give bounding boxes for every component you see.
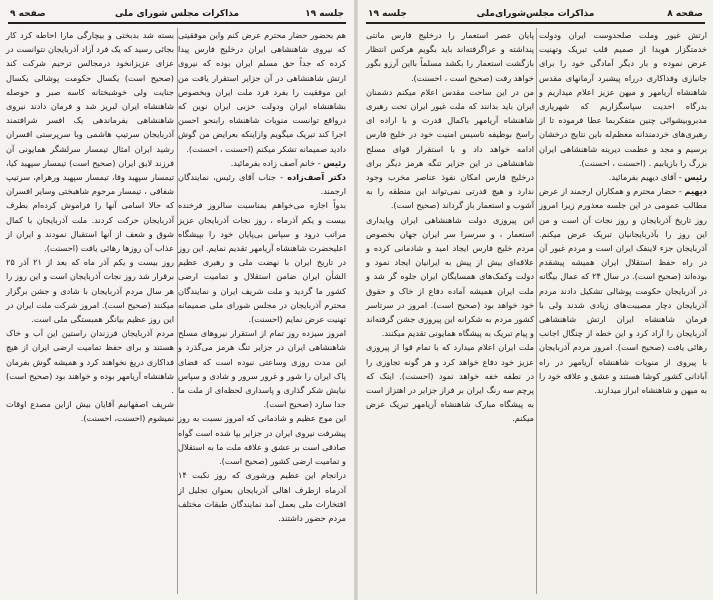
paragraph-text: - جناب آقای رئیس، نمایندگان ارجمند. xyxy=(178,172,346,197)
speaker-name: دکتر آصف‌زاده xyxy=(287,172,346,183)
paragraph-text: هم بحضور حضار محترم عرض کنم واین موفقیتی که نیروی شاهنشاهی ایران درخلیج فارس پیدا کرده که جداً حق مسلم ایران بوده که نیروی ارتش شاهنشاهی در آن جزایر استقرار یافت من این موفقیت را بفرد فرد ملت ایران وبخصوص بشاهنشاه ایران ودولت حزبی ایران نوین که درواقع توانست منویات شاهنشاه رابنحو احسن اجرا کند تبریک میگویم وازاینکه بعرایض من گوش دادید صمیمانه تشکر میکنم (احسنت ، احسنت). xyxy=(178,30,346,154)
page-number: صفحه ۹ xyxy=(10,9,46,19)
paragraph xyxy=(366,340,534,425)
page-header xyxy=(8,8,346,24)
left-page xyxy=(0,0,354,600)
paragraph-text: ملت ایران اعلام میدارد که با تمام قوا از پیروزی عزیز خود دفاع خواهد کرد و هر گونه تجاوزی را در نطفه خفه خواهد نمود (احسنت). اینک که پرچم سه رنگ ایران بر فراز جزایر در اهتزاز است به پیشگاه مبارک شاهنشاه آریامهر تبریک عرض میکنم. xyxy=(366,342,534,424)
publication-title: مذاکرات مجلس‌شورای‌ملی xyxy=(476,9,595,19)
paragraph-text: من در این ساحت مقدس اعلام میکنم دشمنان ایران باید بدانند که ملت غیور ایران تحت رهبری شاهنشاه آریامهر باکمال قدرت و با اراده ای راسخ بوظیفه تاسیس امنیت خود در خلیج فارس ادامه خواهد داد و با استقرار قوای مسلح شاهنشاهی در این جزایر تنگه هرمز دیگر برای درخلیج فارس امکان نفوذ عناصر مخرب وجود ندارد و هیچ قدرتی نمی‌تواند این منطقه را به آشوب و استعمار باز گرداند (صحیح است). xyxy=(366,86,534,211)
paragraph-text: بسته شد بدبختی و بیچارگی مارا احاطه کرد کار بجائی رسید که یک فرد آزاد آذربایجان نتوانست در عزای عزیزانخود درمجالس ترحیم شرکت کند (صحیح است) یکسال حکومت پوشالی یکسال جنایت ولی خوشبختانه کاسه صبر و حوصله شاهنشاه ایران لبریز شد و فرمان دادند نیروی شاهنشاهی بفرماندهی یک افسر شرافتمند آذربایجان سرتیپ هاشمی وبا سرپرستی افسران رشید ایران امثال تیمسار سرلشگر همایونی آن فرزند لایق ایران (صحیح است) تیمسار سپهبد کیا، تیمسار سپهبد وفا، تیمسار سپهبد ورهرام، سرتیپ شفاقی ، تیمسار مرحوم شاهبختی وسایر افسران که حالا اسامی آنها را فراموش کرده‌ام بطرف آذربایجان حرکت کردند. ملت آذربایجان با کمال شوق و شعف از آنها استقبال نمودند و ایران از عذاب آن روزها رهائی یافت (احسنت). xyxy=(6,30,174,254)
text-column-right xyxy=(178,28,346,525)
speaker-paragraph xyxy=(178,170,346,198)
page-number: صفحه ۸ xyxy=(667,9,703,19)
paragraph-text: شریف اصفهانیم آقایان بیش ازاین مصدع اوقات نمیشوم (احسنت، احسنت). xyxy=(6,399,174,424)
paragraph xyxy=(178,468,346,525)
paragraph-text: مردم آذربایجان فرزندان راستین این آب و خاک هستند و برای حفظ تمامیت ارضی ایران از هیچ فداکاری دریغ نخواهند کرد و همیشه گوش بفرمان شاهنشاه آریامهر بوده و خواهند بود (صحیح است) . xyxy=(6,328,174,396)
paragraph xyxy=(6,397,174,425)
paragraph-text: امروز سیزده روز تمام از استقرار نیروهای مسلح شاهنشاهی ایران در جزایر تنگ هرمز می‌گذرد و این مدت روزی وساعتی نبوده است که فضای پاک ایران را شور و غرور سرور و شادی و سپاس نیایش شکر گذاری و پاسداری لحظه‌ای از ملت ما جدا سازد (صحیح است). xyxy=(178,328,346,410)
paragraph-text: - حضار محترم و همکاران ارجمند از عرض مطالب عمومی در این جلسه معذورم زیرا امروز روز تاریخ آذربایجان و روز نجات آن است و من این روز را بآذربایجانیان تبریک عرض میکنم. آذربایجان جزء لاینفک ایران است و مردم غیور آن در راه حفظ استقلال ایران همیشه پیشقدم بوده‌اند (صحیح است). در سال ۲۴ که عمال بیگانه در آذربایجان حکومت پوشالی تشکیل دادند مردم آذربایجان دچار مصیبت‌های زیادی شدند ولی با فرمان شاهنشاه ایران ارتش شاهنشاهی آذربایجان را آزاد کرد و این خطه از چنگال اجانب رهائی یافت (صحیح است). امروز مردم آذربایجان با پیروی از منویات شاهنشاه آریامهر در راه آبادانی کشور کوشا هستند و عشق و علاقه خود را به میهن و شاهنشاه ابراز میدارند. xyxy=(539,186,708,396)
speaker-name: رئیس xyxy=(323,157,346,168)
speaker-name: رئیس xyxy=(684,172,707,183)
paragraph-text: درانجام این عظیم ورشوری که روز نکبت ۱۴ آذرماه ازطرف اهالی آذربایجان بعنوان تجلیل از افتخارات ملی بعمل آمد نمایندگان طبقات مختلف مردم حضور داشتند. xyxy=(178,470,346,523)
paragraph-text: ارتش غیور وملت صلحدوست ایران ودولت خدمتگزار هویدا از صمیم قلب تبریک وتهنیت عرض نموده و بار دیگر آمادگی خود را برای جانبازی وفداکاری درراه پیشبرد آرمانهای مقدس شاهنشاه آریامهر و میهن عزیز اعلام میداریم و بدرگاه احدیت سپاسگزاریم که شهریاری مدبروبیشوائی چنین متفکربما عطا فرموده تا از رهبری‌های خردمندانه معظم‌له باین نتایج درخشان برسیم و مجد و عظمت دیرینه شاهنشاهی ایران بزرگ را بازیابیم . (احسنت ، احسنت). xyxy=(539,30,707,168)
speaker-paragraph xyxy=(539,184,707,397)
publication-title: مذاکرات مجلس شورای ملی xyxy=(114,9,240,19)
speaker-paragraph xyxy=(539,170,707,184)
paragraph xyxy=(366,28,534,85)
right-page xyxy=(358,0,713,600)
paragraph xyxy=(366,85,534,213)
text-column-right xyxy=(539,28,707,397)
page-header xyxy=(366,8,705,24)
text-column-left xyxy=(366,28,534,426)
paragraph xyxy=(178,411,346,468)
paragraph-text: - آقای دیهیم بفرمائید. xyxy=(608,172,685,183)
text-column-left xyxy=(6,28,174,426)
paragraph-text: بدواً اجازه می‌خواهم بمناسبت سالروز فرخنده بیست و یکم آذرماه ، روز نجات آذربایجان عزیز مراتب درود و سپاس بی‌پایان خود را بپیشگاه اعلیحضرت شاهنشاه آریامهر تقدیم نمایم. این روز در تاریخ ایران با نهضت ملی و رهبری عظیم الشأن ایران ضامن استقلال و تمامیت ارضی کشور ما گردید و ملت شریف ایران و نمایندگان محترم آذربایجان در مجلس شورای ملی صمیمانه تهنیت عرض نمایم (احسنت). xyxy=(178,200,346,325)
paragraph-text: پایان عصر استعمار را درخلیج فارس مانتی پنداشته و عراگرفته‌اند باید بگویم هرکس انتظار بازگشت استعمار را بکشد مسلماً بااین آرزو بگور خواهد رفت (صحیح است ، احسنت). xyxy=(366,30,534,83)
column-divider xyxy=(177,28,178,594)
paragraph xyxy=(178,28,346,156)
session-number: جلسه ۱۹ xyxy=(305,9,344,19)
paragraph xyxy=(178,326,346,411)
paragraph-text: این پیروزی دولت شاهنشاهی ایران وپایداری استعمار ، و سرسرا سر ایران جهان بخصوص مردم خلیج فارس ایجاد امید و شادمانی کرده و علاقه‌ای بیش از پیش به ایرانیان ایجاد نمود و دولت وکمک‌های همسایگان ایران جلوه گر شد و ملت ایران همیشه آماده دفاع از خاک و حقوق خود خواهد بود (صحیح است). امروز در سرتاسر کشور مردم به شکرانه این پیروزی جشن گرفته‌اند و پیام تبریک به پیشگاه همایونی تقدیم میکنند. xyxy=(366,214,534,339)
paragraph xyxy=(6,255,174,326)
paragraph xyxy=(539,28,707,170)
paragraph-text: این موج عظیم و شادمانی که امروز نسبت به روز پیشرفت نیروی ایران در جزایر بپا شده است گواه صادقی است بر عشق و علاقه ملت ما به استقلال و تمامیت ارضی کشور (صحیح است). xyxy=(178,413,346,467)
paragraph-text: روز بیست و یکم آذر ماه که بعد از ۲۱ آذر ۲۵ برقرار شد روز نجات آذربایجان است و این روز را هر سال مردم آذربایجان با شادی و جشن برگزار میکنند (صحیح است). امروز شرکت ملت ایران در این روز عظیم بیانگر همبستگی ملی است. xyxy=(6,257,174,325)
session-number: جلسه ۱۹ xyxy=(368,9,407,19)
speaker-name: دیهیم xyxy=(684,186,707,197)
column-divider xyxy=(536,28,537,594)
speaker-paragraph xyxy=(178,156,346,170)
paragraph-text: - خانم آصف زاده بفرمائید. xyxy=(230,157,324,168)
paragraph xyxy=(6,326,174,397)
paragraph xyxy=(178,198,346,326)
paragraph xyxy=(366,213,534,341)
paragraph xyxy=(6,28,174,255)
